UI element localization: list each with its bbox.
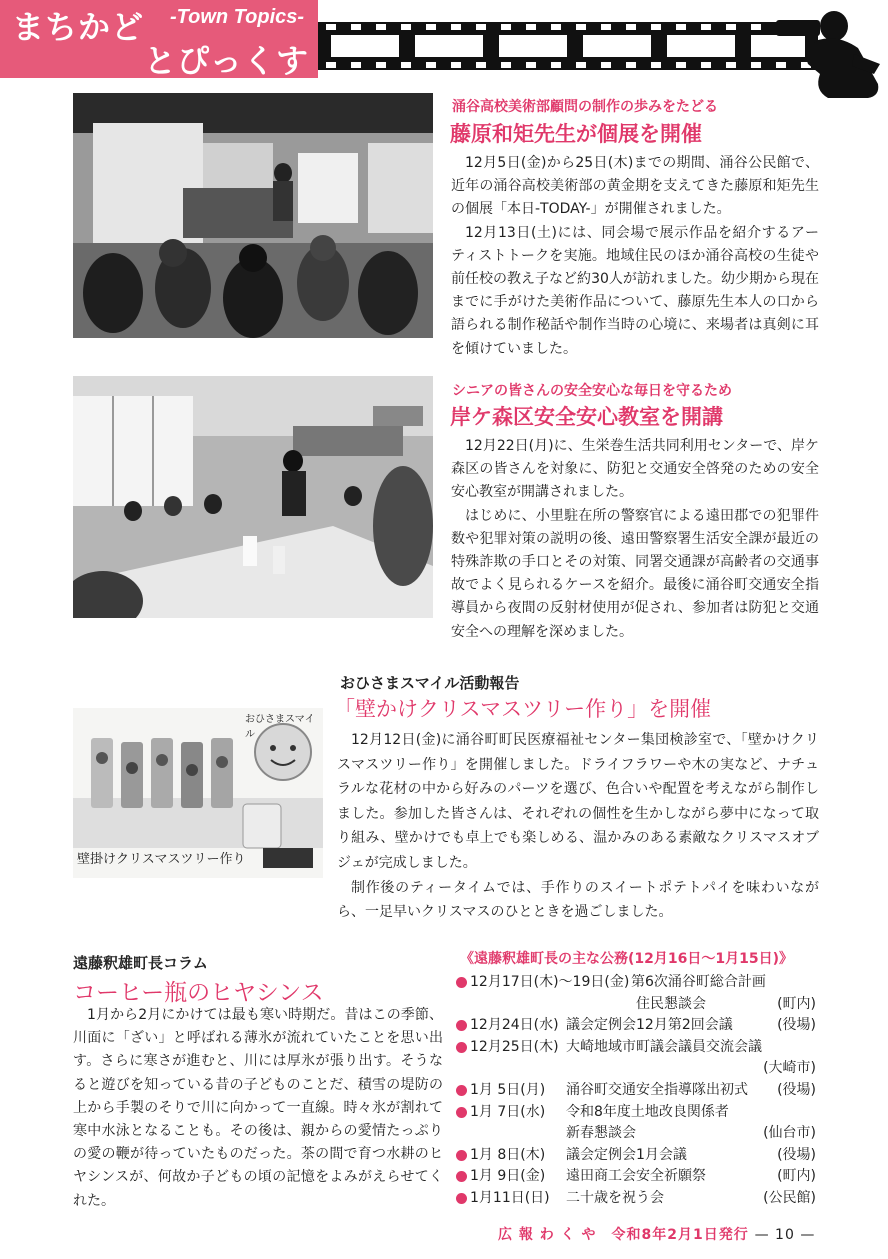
schedule-place: (役場) bbox=[777, 1017, 816, 1034]
article2-paragraph: 12月22日(月)に、生栄巻生活共同利用センターで、岸ケ森区の皆さんを対象に、防犯と交通安全啓発のための安全安心教室が開講されました。 bbox=[451, 438, 819, 501]
schedule-row bbox=[456, 1145, 816, 1167]
section-subtitle: -Town Topics- bbox=[170, 6, 305, 28]
article2-body bbox=[451, 435, 819, 644]
schedule-place: (公民館) bbox=[763, 1189, 816, 1206]
schedule-event: 令和8年度土地改良関係者 bbox=[566, 1103, 729, 1120]
schedule-place: (町内) bbox=[777, 1168, 816, 1185]
schedule-title: 《遠藤釈雄町長の主な公務(12月16日～1月15日)》 bbox=[460, 951, 793, 967]
art-exhibition-photo bbox=[73, 93, 433, 338]
column-title: コーヒー瓶のヒヤシンス bbox=[73, 980, 324, 1006]
article1-body bbox=[451, 152, 819, 361]
schedule-event: 議会定例会1月会議 bbox=[566, 1146, 687, 1163]
bullet-icon bbox=[456, 1042, 467, 1053]
article1-paragraph: 12月13日(土)には、同会場で展示作品を紹介するアーティストトークを実施。地域住民のほか涌谷高校の生徒や前任校の教え子など約30人が訪れました。幼少期から現在までに手がけた美術作品について、藤原先生本人の口から語られる制作秘話や制作当時の心境に、来場者は真剣に耳を傾けていました。 bbox=[451, 224, 819, 357]
article3-headline: 「壁かけクリスマスツリー作り」を開催 bbox=[334, 697, 712, 721]
article2-paragraph: はじめに、小里駐在所の警察官による遠田郡での犯罪件数や犯罪対策の説明の後、遠田警察署生活安全課が最近の特殊詐欺の手口とその対策、同署交通課が高齢者の交通事故でよく見られるケースを紹介。最後に涌谷町交通安全指導員から夜間の反射材使用が促され、参加者は防犯と交通安全への理解を深めました。 bbox=[451, 507, 819, 640]
schedule-row bbox=[456, 1037, 816, 1059]
schedule-row bbox=[456, 1058, 816, 1080]
schedule-row bbox=[456, 1188, 816, 1210]
christmas-tree-photo bbox=[73, 708, 323, 878]
schedule-row bbox=[456, 994, 816, 1016]
article2-headline: 岸ケ森区安全安心教室を開講 bbox=[450, 405, 723, 429]
cameraman-icon bbox=[768, 4, 886, 100]
schedule-event: 住民懇談会 bbox=[636, 995, 706, 1012]
schedule-date: 1月 7日(水) bbox=[470, 1103, 546, 1120]
schedule-date: 1月 9日(金) bbox=[470, 1168, 546, 1185]
article1-paragraph: 12月5日(金)から25日(木)までの期間、涌谷公民館で、近年の涌谷高校美術部の黄金期を支えてきた藤原和矩先生の個展「本日-TODAY-」が開催されました。 bbox=[451, 155, 819, 218]
schedule-row bbox=[456, 1080, 816, 1102]
article1-kicker: 涌谷高校美術部顧問の制作の歩みをたどる bbox=[452, 99, 718, 115]
column-kicker: 遠藤釈雄町長コラム bbox=[73, 954, 208, 972]
schedule-row bbox=[456, 1015, 816, 1037]
schedule-place: (町内) bbox=[777, 995, 816, 1012]
bullet-icon bbox=[456, 977, 467, 988]
schedule-event: 議会定例会12月第2回会議 bbox=[566, 1017, 733, 1034]
photo-badge-label: おひさまスマイル bbox=[245, 714, 315, 740]
section-brand bbox=[0, 0, 318, 78]
article3-kicker: おひさまスマイル活動報告 bbox=[340, 674, 520, 692]
schedule-place: (役場) bbox=[777, 1146, 816, 1163]
column-body bbox=[73, 1004, 443, 1213]
schedule-date: 12月24日(水) bbox=[470, 1017, 559, 1034]
schedule-event: 第6次涌谷町総合計画 bbox=[631, 974, 766, 990]
schedule-row bbox=[456, 972, 816, 994]
schedule-date: 1月 5日(月) bbox=[470, 1081, 546, 1098]
schedule-event: 二十歳を祝う会 bbox=[566, 1189, 664, 1206]
photo-caption-label: 壁掛けクリスマスツリー作り bbox=[77, 852, 246, 867]
schedule-date: 12月25日(木) bbox=[470, 1038, 559, 1055]
schedule-place: (仙台市) bbox=[763, 1125, 816, 1142]
schedule-event: 遠田商工会安全祈願祭 bbox=[566, 1168, 706, 1185]
schedule-list bbox=[456, 972, 816, 1210]
section-title-line1: まちかど bbox=[12, 8, 145, 46]
schedule-place: (大崎市) bbox=[763, 1060, 816, 1077]
safety-class-photo bbox=[73, 376, 433, 618]
bullet-icon bbox=[456, 1171, 467, 1182]
article3-paragraph: 12月12日(金)に涌谷町町民医療福祉センター集団検診室で、「壁かけクリスマスツリー作り」を開催しました。ドライフラワーや木の実など、ナチュラルな花材の中から好みのパーツを選び、色合いや配置を考えながら制作しました。参加した皆さんは、それぞれの個性を生かしながら夢中になって取り組み、壁かけでも卓上でも楽しめる、温かみのある素敵なクリスマスオブジェが完成しました。 bbox=[337, 732, 819, 871]
schedule-row bbox=[456, 1102, 816, 1124]
bullet-icon bbox=[456, 1085, 467, 1096]
bullet-icon bbox=[456, 1150, 467, 1161]
schedule-row bbox=[456, 1123, 816, 1145]
article2-kicker: シニアの皆さんの安全安心な毎日を守るため bbox=[452, 383, 732, 399]
bullet-icon bbox=[456, 1193, 467, 1204]
article1-headline: 藤原和矩先生が個展を開催 bbox=[450, 122, 702, 146]
article3-body bbox=[337, 728, 819, 925]
schedule-event: 大崎地域市町議会議員交流会議 bbox=[566, 1038, 762, 1055]
section-title-line2: とぴっくす bbox=[144, 42, 310, 80]
page-footer bbox=[498, 1224, 815, 1244]
bullet-icon bbox=[456, 1020, 467, 1031]
article3-paragraph: 制作後のティータイムでは、手作りのスイートポテトパイを味わいながら、一足早いクリスマスのひとときを過ごしました。 bbox=[337, 879, 819, 921]
bullet-icon bbox=[456, 1107, 467, 1118]
schedule-place: (役場) bbox=[777, 1081, 816, 1098]
schedule-date: 1月11日(日) bbox=[470, 1189, 550, 1206]
schedule-event: 新春懇談会 bbox=[566, 1125, 636, 1142]
publication-info: 広 報 わ く や 令和8年2月1日発行 bbox=[498, 1227, 749, 1243]
schedule-row bbox=[456, 1166, 816, 1188]
column-paragraph: 1月から2月にかけては最も寒い時期だ。昔はこの季節、川面に「ざい」と呼ばれる薄氷が流れていたことを思い出す。さらに寒さが進むと、川には厚氷が張り出す。そうなると遊びを知っている昔の子どものことだ、積雪の堤防の上から手製のそりで川に向かって一直線。時々氷が割れて寒中水泳となることも。その後は、親からの愛情たっぷりの愛の鞭が待っていたものだった。茶の間で育つ水耕のヒヤシンスが、何故か子どもの頃の記憶をよみがえらせてくれた。 bbox=[73, 1007, 443, 1209]
schedule-date: 12月17日(木)～19日(金) bbox=[470, 974, 630, 990]
page-number: — 10 — bbox=[754, 1227, 816, 1243]
film-strip-decoration bbox=[318, 22, 818, 70]
schedule-event: 涌谷町交通安全指導隊出初式 bbox=[566, 1081, 748, 1098]
schedule-date: 1月 8日(木) bbox=[470, 1146, 546, 1163]
